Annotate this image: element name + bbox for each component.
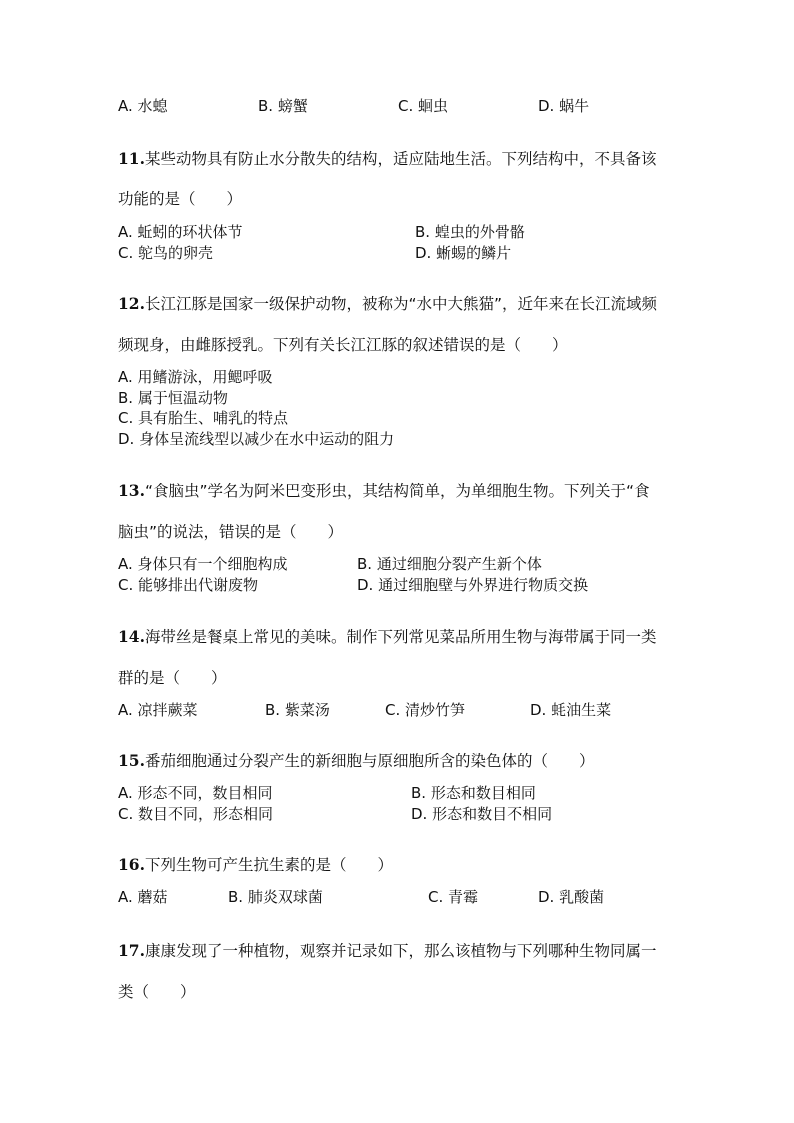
question-text-line2: 群的是（ ） xyxy=(118,669,227,687)
option-b: B. 属于恒温动物 xyxy=(118,389,228,407)
option-b: B. 紫菜汤 xyxy=(265,701,330,719)
option-d: D. 通过细胞壁与外界进行物质交换 xyxy=(357,576,589,594)
option-b: B. 形态和数目相同 xyxy=(411,784,536,802)
question-number: 15. xyxy=(118,751,145,770)
question-text: 下列生物可产生抗生素的是（ ） xyxy=(144,856,393,874)
question-text: 某些动物具有防止水分散失的结构，适应陆地生活。下列结构中，不具备该 xyxy=(144,150,657,168)
option-c: C. 能够排出代谢废物 xyxy=(118,576,259,594)
question-text: 长江江豚是国家一级保护动物，被称为“水中大熊猫”，近年来在长江流域频 xyxy=(144,295,658,313)
question-text: 海带丝是餐桌上常见的美味。制作下列常见菜品所用生物与海带属于同一类 xyxy=(144,628,657,646)
question-number: 13. xyxy=(118,481,145,500)
option-d: D. 蜗牛 xyxy=(538,97,590,115)
option-a: A. 水螅 xyxy=(118,97,168,115)
option-b: B. 蝗虫的外骨骼 xyxy=(415,223,525,241)
question-stem xyxy=(118,627,656,647)
option-c: C. 清炒竹笋 xyxy=(385,701,466,719)
question-stem xyxy=(118,149,656,169)
option-b: B. 螃蟹 xyxy=(258,97,308,115)
question-text-line2: 功能的是（ ） xyxy=(118,190,243,208)
option-c: C. 鸵鸟的卵壳 xyxy=(118,244,214,262)
option-c: C. 青霉 xyxy=(428,888,479,906)
option-b: B. 肺炎双球菌 xyxy=(228,888,323,906)
option-a: A. 凉拌蕨菜 xyxy=(118,701,198,719)
question-text: 番茄细胞通过分裂产生的新细胞与原细胞所含的染色体的（ ） xyxy=(144,752,595,770)
question-text: 康康发现了一种植物，观察并记录如下，那么该植物与下列哪种生物同属一 xyxy=(144,942,657,960)
question-number: 17. xyxy=(118,941,145,960)
question-stem xyxy=(118,941,656,961)
question-number: 11. xyxy=(118,149,145,168)
option-a: A. 蘑菇 xyxy=(118,888,168,906)
question-stem xyxy=(118,855,393,875)
option-c: C. 具有胎生、哺乳的特点 xyxy=(118,409,289,427)
option-d: D. 乳酸菌 xyxy=(538,888,605,906)
option-d: D. 身体呈流线型以减少在水中运动的阻力 xyxy=(118,430,395,448)
option-a: A. 用鳍游泳，用鳃呼吸 xyxy=(118,368,273,386)
option-d: D. 形态和数目不相同 xyxy=(411,805,553,823)
question-text: “食脑虫”学名为阿米巴变形虫，其结构简单，为单细胞生物。下列关于“食 xyxy=(144,482,650,500)
question-number: 12. xyxy=(118,294,145,313)
option-a: A. 蚯蚓的环状体节 xyxy=(118,223,243,241)
question-number: 16. xyxy=(118,855,145,874)
option-d: D. 蚝油生菜 xyxy=(530,701,612,719)
option-b: B. 通过细胞分裂产生新个体 xyxy=(357,555,542,573)
question-text-line2: 类（ ） xyxy=(118,983,196,1001)
option-a: A. 身体只有一个细胞构成 xyxy=(118,555,288,573)
option-a: A. 形态不同，数目相同 xyxy=(118,784,273,802)
question-stem xyxy=(118,481,650,501)
question-text-line2: 频现身，由雌豚授乳。下列有关长江江豚的叙述错误的是（ ） xyxy=(118,336,568,354)
option-c: C. 数目不同，形态相同 xyxy=(118,805,274,823)
question-text-line2: 脑虫”的说法，错误的是（ ） xyxy=(118,523,344,541)
question-number: 14. xyxy=(118,627,145,646)
option-c: C. 蛔虫 xyxy=(398,97,449,115)
option-d: D. 蜥蜴的鳞片 xyxy=(415,244,512,262)
question-stem xyxy=(118,294,657,314)
question-stem xyxy=(118,751,594,771)
